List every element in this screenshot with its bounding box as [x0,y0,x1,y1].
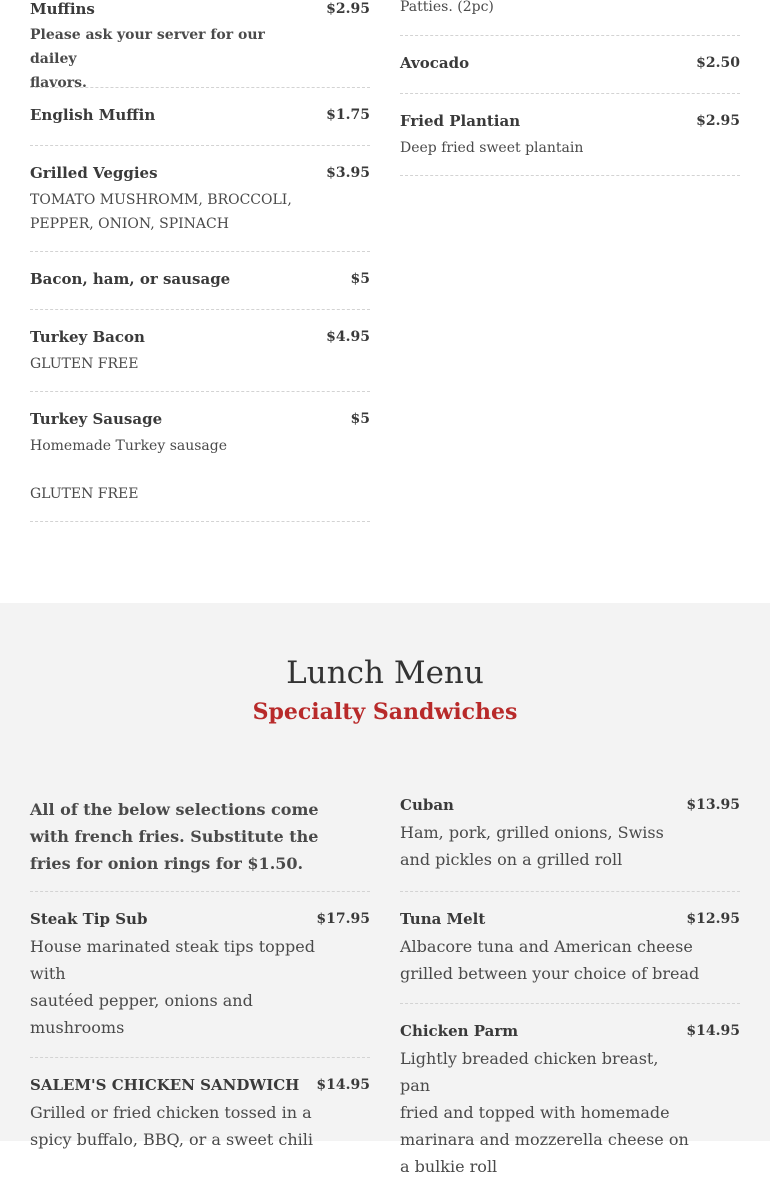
desc-line: Albacore tuna and American cheese [400,937,693,956]
item-description [30,933,320,1041]
item-price: $14.95 [316,1077,370,1093]
item-price: $13.95 [686,797,740,813]
sides-right-column [400,0,740,176]
desc-line: GLUTEN FREE [30,486,139,502]
desc-line: Ham, pork, grilled onions, Swiss [400,823,664,842]
item-price: $4.95 [326,329,370,345]
menu-item [400,796,740,892]
item-price: $1.75 [326,107,370,123]
desc-line: grilled between your choice of bread [400,964,700,983]
item-description [30,1099,330,1153]
lunch-left-column [30,796,370,1148]
item-price: $17.95 [316,911,370,927]
desc-line: marinara and mozzerella cheese on [400,1130,689,1149]
item-name: English Muffin [30,106,156,124]
menu-item [400,94,740,176]
item-name: Turkey Bacon [30,328,145,346]
desc-line: Homemade Turkey sausage [30,438,228,454]
desc-line: House marinated steak tips topped [30,937,315,956]
desc-line: and pickles on a grilled roll [400,850,623,869]
desc-line: Patties. (2pc) [400,0,494,15]
item-name: Bacon, ham, or sausage [30,270,231,288]
item-name: Chicken Parm [400,1022,519,1040]
item-price: $2.95 [326,1,370,17]
item-description [30,188,330,236]
section-title: Lunch Menu [286,655,484,691]
menu-item [30,146,370,252]
desc-spacer [30,458,330,482]
item-price: $2.50 [696,55,740,71]
menu-item [400,36,740,94]
menu-item [30,392,370,522]
desc-line: TOMATO MUSHROMM, BROCCOLI, [30,192,292,208]
item-description [30,796,320,877]
item-description [400,0,700,19]
item-name: Tuna Melt [400,910,486,928]
item-price: $5 [350,271,370,287]
desc-line: with [30,964,66,983]
lunch-right-column [400,796,740,1176]
desc-line: spicy buffalo, BBQ, or a sweet chili [30,1130,314,1149]
desc-line: fried and topped with homemade [400,1103,670,1122]
item-description [30,434,330,506]
item-price: $14.95 [686,1023,740,1039]
menu-note [30,796,370,892]
item-description [30,23,310,95]
item-description [30,352,330,376]
item-name: Cuban [400,796,454,814]
menu-item [30,0,370,91]
menu-item [30,1058,370,1148]
desc-line: sautéed pepper, onions and [30,991,253,1010]
section-subtitle: Specialty Sandwiches [252,699,518,725]
item-name: Steak Tip Sub [30,910,148,928]
menu-item [30,252,370,310]
desc-line: PEPPER, ONION, SPINACH [30,216,229,232]
item-price: $5 [350,411,370,427]
item-name: Turkey Sausage [30,410,163,428]
desc-line: a bulkie roll [400,1157,498,1176]
menu-item [30,892,370,1058]
desc-line: GLUTEN FREE [30,356,139,372]
menu-item [30,310,370,392]
menu-item [400,0,740,36]
item-name: Avocado [400,54,470,72]
desc-line: fries for onion rings for $1.50. [30,854,304,873]
item-name: Grilled Veggies [30,164,158,182]
desc-line: mushrooms [30,1018,125,1037]
lunch-menu-section [0,603,770,1176]
item-price: $12.95 [686,911,740,927]
menu-item [30,88,370,146]
item-price: $3.95 [326,165,370,181]
item-description [400,819,690,873]
item-name: SALEM'S CHICKEN SANDWICH [30,1076,300,1094]
item-price: $2.95 [696,113,740,129]
desc-line: with french fries. Substitute the [30,827,319,846]
item-description [400,933,700,987]
item-name: Fried Plantian [400,112,521,130]
sides-left-column [30,0,370,522]
item-name: Muffins [30,0,95,18]
item-description [400,1045,690,1180]
desc-line: flavors. [30,75,87,91]
desc-line: All of the below selections come [30,800,319,819]
desc-line: Grilled or fried chicken tossed in a [30,1103,312,1122]
desc-line: Lightly breaded chicken breast, pan [400,1049,659,1095]
menu-item [400,1004,740,1176]
item-description [400,136,700,160]
desc-line: Deep fried sweet plantain [400,140,584,156]
desc-line: Please ask your server for our dailey [30,27,265,67]
menu-item [400,892,740,1004]
